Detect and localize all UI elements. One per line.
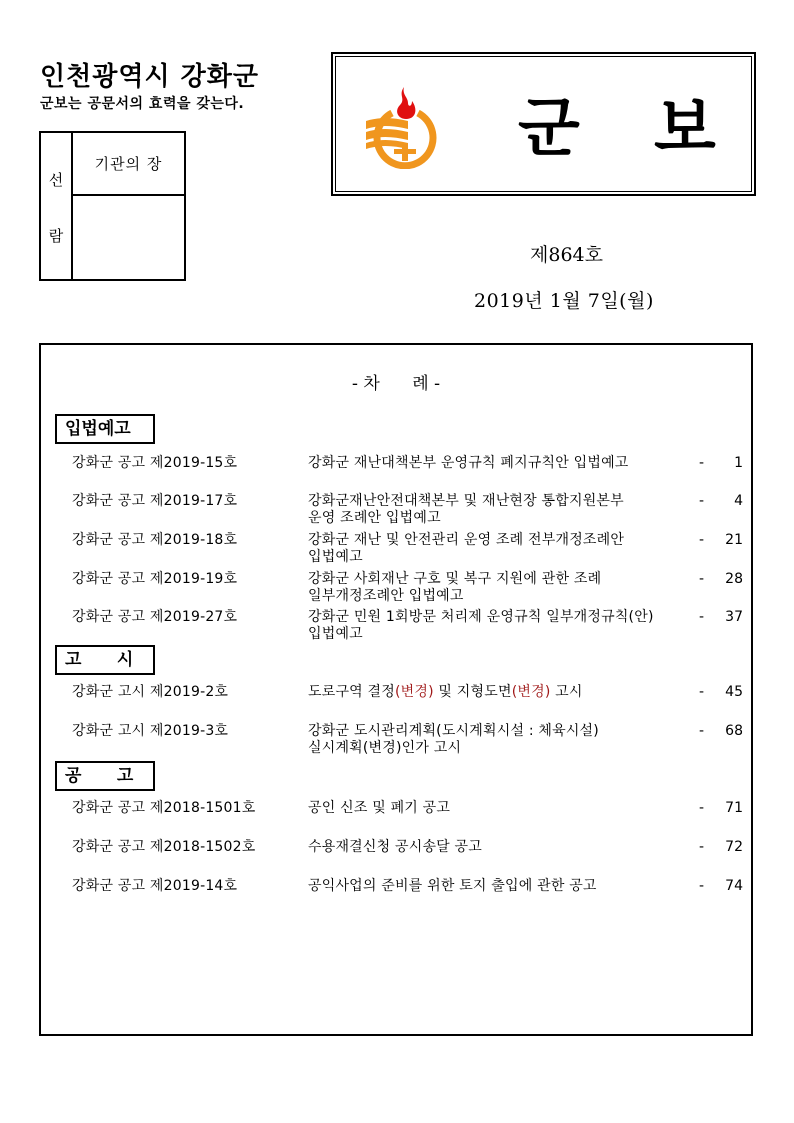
toc-entry-title: 수용재결신청 공시송달 공고	[308, 839, 482, 855]
toc-entry-page: 45	[725, 684, 743, 700]
toc-entry-notice-number: 강화군 공고 제2019-19호	[72, 571, 238, 587]
toc-title: - 차 례 -	[351, 374, 441, 394]
toc-entry-title: 강화군 재난대책본부 운영규칙 폐지규칙안 입법예고	[308, 455, 629, 471]
toc-entry-title: 강화군 민원 1회방문 처리제 운영규칙 일부개정규칙(안) 입법예고	[308, 609, 654, 642]
issue-number: 제864호	[530, 244, 603, 266]
toc-entry-notice-number: 강화군 고시 제2019-2호	[72, 684, 229, 700]
section-label-legislative-notice: 입법예고	[55, 414, 155, 444]
toc-entry-leader: -	[699, 839, 705, 855]
toc-entry-title: 강화군 사회재난 구호 및 복구 지원에 관한 조례 일부개정조례안 입법예고	[308, 571, 602, 604]
toc-entry-leader: -	[699, 800, 705, 816]
toc-entry-leader: -	[699, 684, 705, 700]
section-label-announcement: 공 고	[55, 761, 155, 791]
changed-marker: (변경)	[395, 684, 434, 700]
toc-entry-page: 4	[734, 493, 743, 509]
toc-entry-leader: -	[699, 878, 705, 894]
toc-entry-page: 28	[725, 571, 743, 587]
toc-entry-leader: -	[699, 609, 705, 625]
organization-subtitle: 군보는 공문서의 효력을 갖는다.	[40, 96, 245, 112]
toc-entry-title: 강화군 도시관리계획(도시계획시설 : 체육시설) 실시계획(변경)인가 고시	[308, 723, 599, 756]
toc-entry-page: 74	[725, 878, 743, 894]
review-head-label: 기관의 장	[94, 155, 163, 173]
toc-entry-page: 37	[725, 609, 743, 625]
review-head-cell	[73, 133, 184, 196]
toc-entry-page: 21	[725, 532, 743, 548]
organization-name: 인천광역시 강화군	[40, 62, 259, 92]
toc-entry-notice-number: 강화군 공고 제2019-18호	[72, 532, 238, 548]
gazette-title-box	[331, 52, 756, 196]
toc-entry-page: 68	[725, 723, 743, 739]
toc-entry-notice-number: 강화군 공고 제2019-27호	[72, 609, 238, 625]
toc-entry-title: 도로구역 결정(변경) 및 지형도면(변경) 고시	[308, 684, 583, 700]
section-label-public-notice: 고 시	[55, 645, 155, 675]
toc-entry-title: 공인 신조 및 폐기 공고	[308, 800, 451, 816]
gazette-title-char-2: 보	[654, 92, 716, 166]
issue-date: 2019년 1월 7일(월)	[474, 290, 654, 312]
toc-entry-page: 71	[725, 800, 743, 816]
changed-marker: (변경)	[511, 684, 551, 700]
toc-entry-leader: -	[699, 571, 705, 587]
table-of-contents	[39, 343, 753, 1036]
toc-entry-leader: -	[699, 493, 705, 509]
review-side-label-1: 선	[48, 171, 64, 189]
toc-entry-title: 강화군재난안전대책본부 및 재난현장 통합지원본부 운영 조례안 입법예고	[308, 493, 624, 526]
toc-entry-leader: -	[699, 455, 705, 471]
toc-entry-title: 공익사업의 준비를 위한 토지 출입에 관한 공고	[308, 878, 597, 894]
toc-entry-page: 72	[725, 839, 743, 855]
review-side-column	[41, 133, 73, 279]
toc-entry-page: 1	[734, 455, 743, 471]
toc-entry-notice-number: 강화군 공고 제2019-15호	[72, 455, 238, 471]
toc-entry-leader: -	[699, 723, 705, 739]
review-stamp-box	[39, 131, 186, 281]
gazette-title-char-1: 군	[518, 92, 580, 166]
toc-entry-leader: -	[699, 532, 705, 548]
toc-entry-notice-number: 강화군 공고 제2019-14호	[72, 878, 238, 894]
review-side-label-2: 람	[48, 227, 64, 245]
toc-entry-title: 강화군 재난 및 안전관리 운영 조례 전부개정조례안 입법예고	[308, 532, 625, 565]
toc-entry-notice-number: 강화군 공고 제2019-17호	[72, 493, 238, 509]
gazette-title-inner-border	[335, 56, 752, 192]
toc-entry-notice-number: 강화군 공고 제2018-1501호	[72, 800, 256, 816]
toc-entry-notice-number: 강화군 공고 제2018-1502호	[72, 839, 256, 855]
toc-entry-notice-number: 강화군 고시 제2019-3호	[72, 723, 229, 739]
ganghwa-county-emblem-icon	[358, 83, 444, 169]
